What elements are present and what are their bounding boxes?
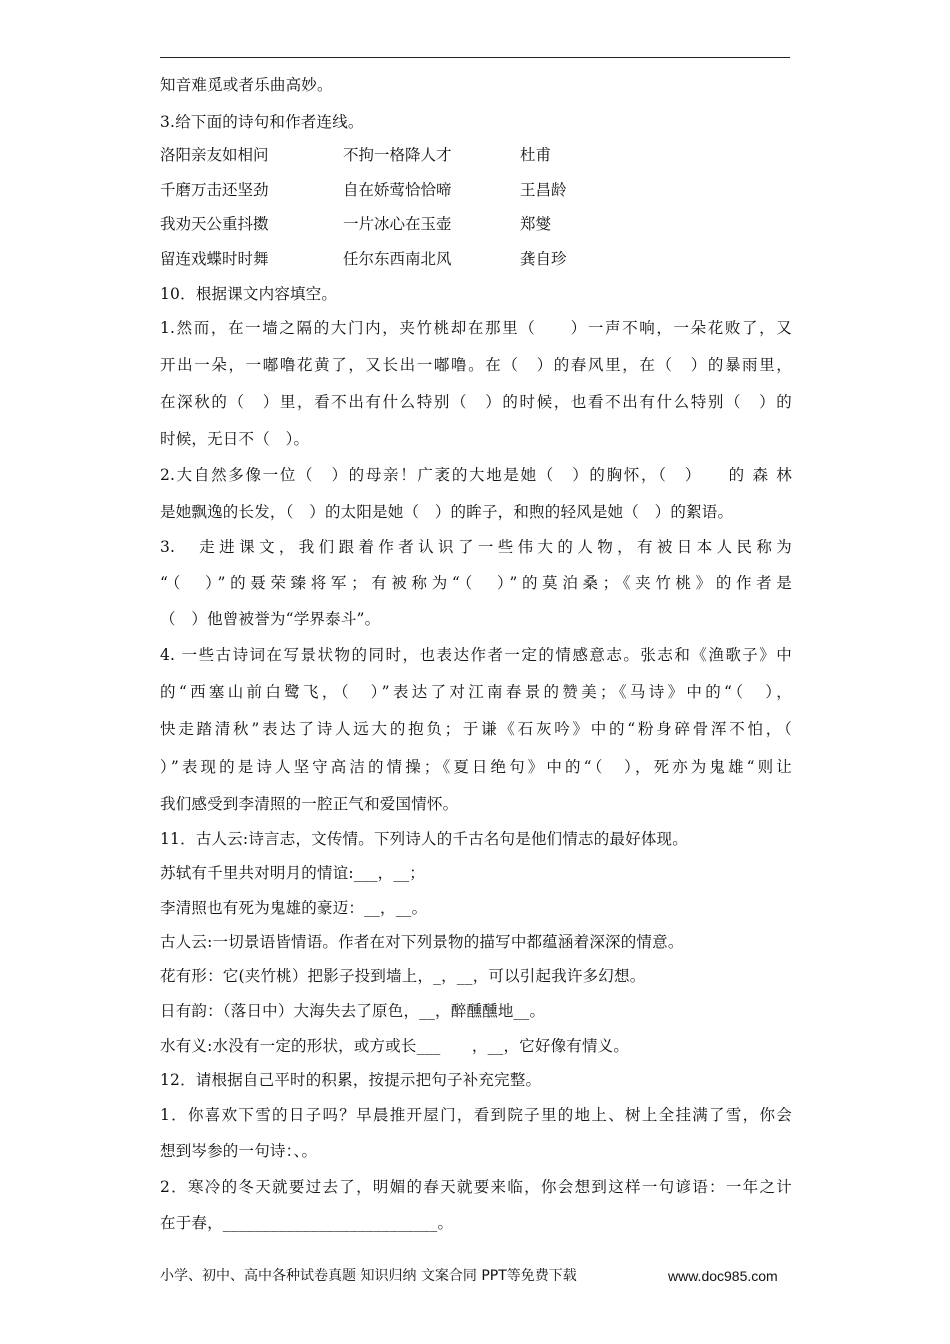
q3-poem-line: 自在娇莺恰恰啼 bbox=[343, 181, 452, 199]
q3-author: 郑燮 bbox=[520, 215, 552, 233]
q10-item-2-line: 是她飘逸的长发，（ ）的太阳是她（ ）的眸子，和煦的轻风是她（ ）的絮语。 bbox=[160, 503, 734, 521]
header-continuation: 知音难觅或者乐曲高妙。 bbox=[160, 76, 333, 94]
q3-title: 3.给下面的诗句和作者连线。 bbox=[160, 113, 364, 131]
q10-item-1-line: 在深秋的（ ）里，看不出有什么特别（ ）的时候，也看不出有什么特别（ ）的 bbox=[160, 393, 792, 411]
q11-title: 11．古人云:诗言志，文传情。下列诗人的千古名句是他们情志的最好体现。 bbox=[160, 830, 688, 848]
q3-poem-line: 千磨万击还坚劲 bbox=[160, 181, 269, 199]
q10-item-3-line: 3. 走进课文，我们跟着作者认识了一些伟大的人物，有被日本人民称为 bbox=[160, 538, 792, 556]
q3-poem-line: 洛阳亲友如相问 bbox=[160, 146, 269, 164]
q10-item-4-line: 4. 一些古诗词在写景状物的同时，也表达作者一定的情感意志。张志和《渔歌子》中 bbox=[160, 646, 792, 664]
header-rule bbox=[160, 57, 790, 58]
q10-item-4-line: 我们感受到李清照的一腔正气和爱国情怀。 bbox=[160, 795, 459, 813]
q3-poem-line: 我劝天公重抖擞 bbox=[160, 215, 269, 233]
q11-line: 李清照也有死为鬼雄的豪迈：__，__。 bbox=[160, 899, 428, 917]
q12-item-2-line: 在于春，___________________________。 bbox=[160, 1214, 454, 1232]
q10-item-4-line: ）”表现的是诗人坚守高洁的情操；《夏日绝句》中的“（ ），死亦为鬼雄“则让 bbox=[160, 758, 792, 776]
q10-item-3-line: “（ ）”的聂荣臻将军；有被称为“（ ）”的莫泊桑；《夹竹桃》的作者是 bbox=[160, 574, 792, 592]
q11-line: 花有形：它(夹竹桃）把影子投到墙上，_，__，可以引起我许多幻想。 bbox=[160, 967, 646, 985]
q10-item-1-line: 开出一朵，一嘟噜花黄了，又长出一嘟噜。在（ ）的春风里，在（ ）的暴雨里， bbox=[160, 356, 792, 374]
q12-title: 12．请根据自己平时的积累，按提示把句子补充完整。 bbox=[160, 1071, 542, 1089]
q3-poem-line: 不拘一格降人才 bbox=[343, 146, 452, 164]
q10-item-4-line: 快走踏清秋”表达了诗人远大的抱负；于谦《石灰吟》中的“粉身碎骨浑不怕，（ bbox=[160, 720, 792, 738]
q3-author: 王昌龄 bbox=[520, 181, 567, 199]
q11-line: 苏轼有千里共对明月的情谊:___，__； bbox=[160, 864, 425, 882]
q3-poem-line: 留连戏蝶时时舞 bbox=[160, 250, 269, 268]
q11-line: 古人云:一切景语皆情语。作者在对下列景物的描写中都蕴涵着深深的情意。 bbox=[160, 933, 684, 951]
q11-line: 水有义:水没有一定的形状，或方或长___ ，__，它好像有情义。 bbox=[160, 1037, 630, 1055]
q10-item-1-line: 1.然而，在一墙之隔的大门内，夹竹桃却在那里（ ）一声不响，一朵花败了，又 bbox=[160, 319, 792, 337]
q12-item-1-line: 1．你喜欢下雪的日子吗？早晨推开屋门，看到院子里的地上、树上全挂满了雪，你会 bbox=[160, 1106, 792, 1124]
q10-title: 10．根据课文内容填空。 bbox=[160, 285, 338, 303]
q10-item-1-line: 时候，无日不（ ）。 bbox=[160, 430, 310, 448]
footer-website-link[interactable]: www.doc985.com bbox=[668, 1268, 778, 1284]
q12-item-2-line: 2．寒冷的冬天就要过去了，明媚的春天就要来临，你会想到这样一句谚语：一年之计 bbox=[160, 1178, 792, 1196]
q11-line: 日有韵：（落日中）大海失去了原色，__，醉醺醺地__。 bbox=[160, 1002, 546, 1020]
q3-author: 龚自珍 bbox=[520, 250, 567, 268]
q10-item-2-line: 2.大自然多像一位（ ）的母亲！广袤的大地是她（ ）的胸怀，（ ） 的 森 林 bbox=[160, 466, 792, 484]
q3-poem-line: 一片冰心在玉壶 bbox=[343, 215, 452, 233]
q12-item-1-line: 想到岑参的一句诗：、。 bbox=[160, 1142, 318, 1160]
q3-author: 杜甫 bbox=[520, 146, 552, 164]
q3-poem-line: 任尔东西南北风 bbox=[343, 250, 452, 268]
q10-item-4-line: 的“西塞山前白鹭飞，（ ）”表达了对江南春景的赞美；《马诗》中的“（ ）， bbox=[160, 683, 792, 701]
footer-promo-text: 小学、初中、高中各种试卷真题 知识归纳 文案合同 PPT等免费下载 bbox=[160, 1268, 577, 1284]
q10-item-3-line: （ ）他曾被誉为“学界泰斗”。 bbox=[160, 610, 381, 628]
